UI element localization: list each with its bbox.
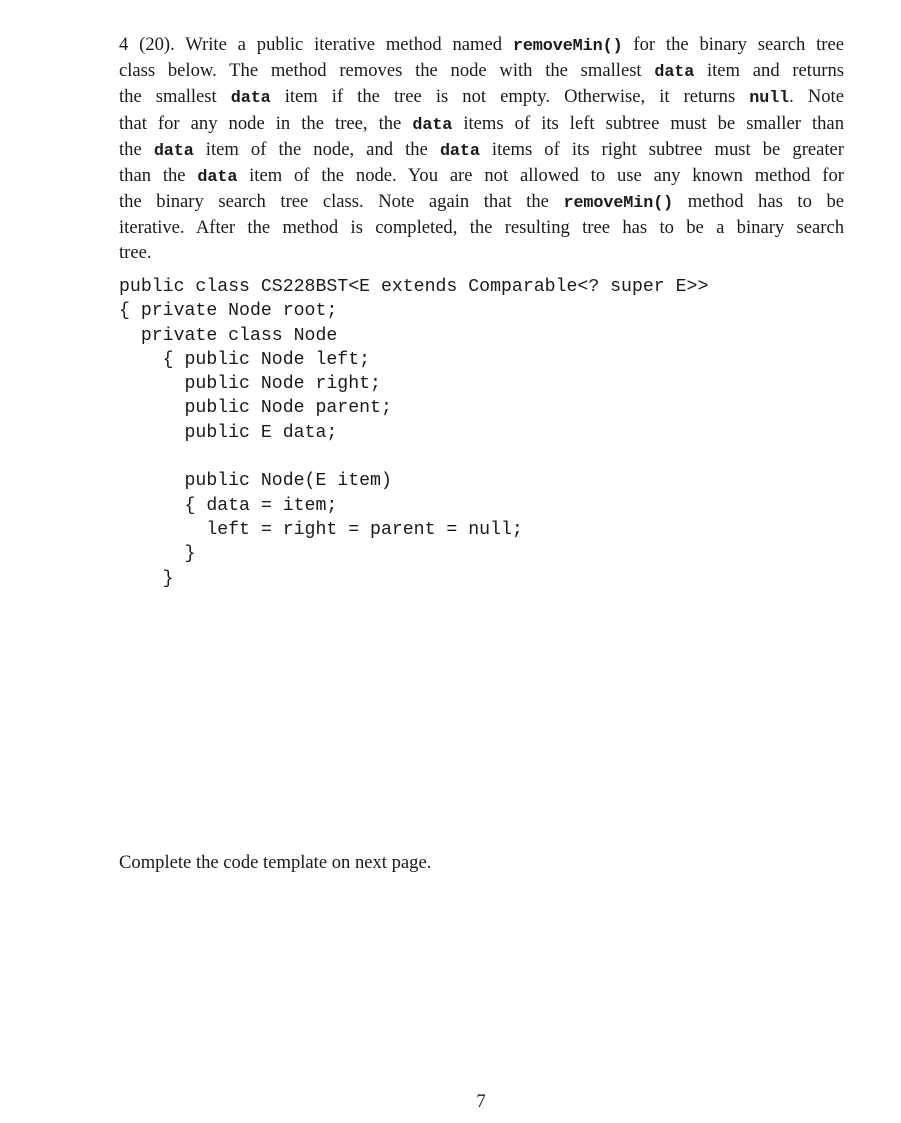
inline-code: data [439,141,480,161]
question-text-run: the smallest [119,86,231,108]
question-text-run: item and returns [694,60,844,82]
question-line [119,33,844,59]
question-text-run: the binary search tree class. Note again that the [119,191,564,213]
code-line: { public Node left; [119,349,371,370]
inline-code: removeMin() [512,37,623,56]
code-line: public Node right; [119,374,381,395]
question-line [119,59,844,85]
question-line [119,85,844,111]
question-text-run: iterative. After the method is completed, the resulting tree has to be a binary search [119,217,844,239]
question-text-run: 4 (20). Write a public iterative method named [119,34,513,55]
code-line: private class Node [119,325,338,346]
inline-code: null [749,89,790,109]
question-text-run: . Note [789,86,844,108]
question-text-run: item of the node. You are not allowed to use any known method for [237,165,844,187]
code-line: public Node parent; [119,398,392,419]
question-text-run: than the [119,165,198,187]
question-text-run: tree. [119,241,152,263]
question-line [119,164,844,190]
question-text [119,33,844,265]
question-text-run: items of its left subtree must be smaller than [452,112,844,134]
inline-code: data [654,63,695,83]
code-listing [119,275,708,591]
question-line [119,112,844,138]
question-text-run: items of its right subtree must be greater [479,138,844,160]
inline-code: data [153,141,194,161]
code-line [119,445,708,469]
code-line: public Node(E item) [119,471,392,492]
question-text-run: the [119,138,154,160]
question-line [119,241,844,265]
code-line: public E data; [119,422,338,443]
page-number: 7 [476,1091,486,1112]
code-line: } [119,568,174,589]
question-text-run: method has to be [673,191,844,213]
question-line [119,190,844,216]
code-line: { private Node root; [119,301,338,322]
inline-code: data [230,89,271,109]
code-line: { data = item; [119,495,338,516]
instruction-note: Complete the code template on next page. [119,852,432,873]
inline-code: removeMin() [563,194,674,214]
code-line: } [119,544,196,565]
inline-code: data [197,168,238,188]
question-line [119,216,844,240]
inline-code: data [412,115,453,135]
question-text-run: that for any node in the tree, the [119,112,413,134]
code-line: public class CS228BST<E extends Comparable<? super E>> [119,277,709,297]
question-text-run: class below. The method removes the node with the smallest [119,60,655,82]
question-text-run: item of the node, and the [193,138,440,160]
question-line [119,138,844,164]
question-text-run: item if the tree is not empty. Otherwise, it returns [270,86,750,108]
question-text-run: for the binary search tree [622,34,844,55]
code-line: left = right = parent = null; [119,519,523,540]
